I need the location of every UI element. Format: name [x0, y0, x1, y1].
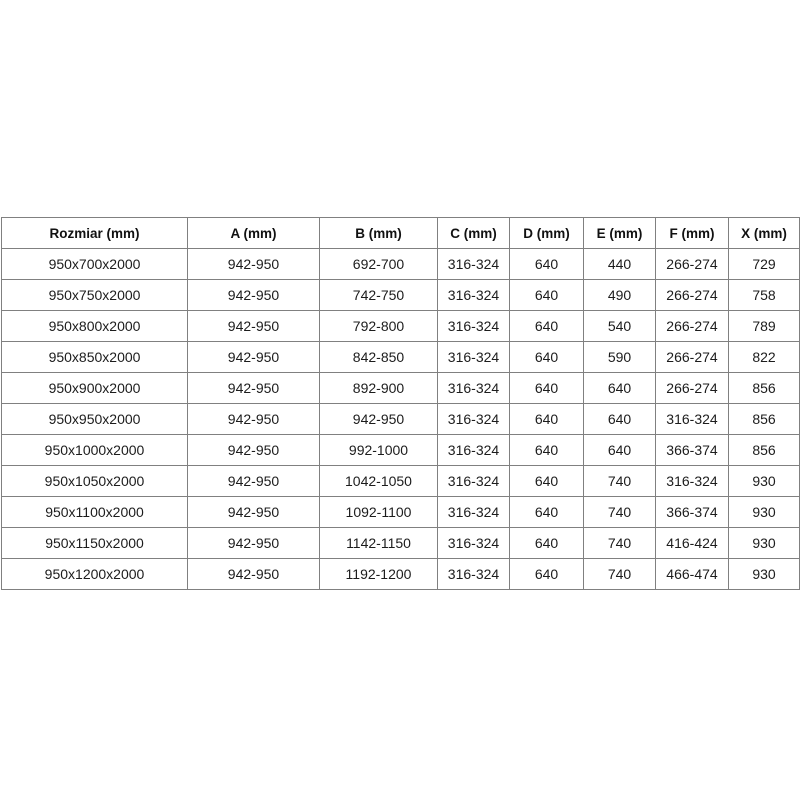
- table-cell: 942-950: [188, 342, 320, 373]
- table-row: [2, 466, 800, 497]
- table-cell: 640: [584, 404, 656, 435]
- table-header: [2, 218, 800, 249]
- table-cell: 640: [584, 435, 656, 466]
- table-cell: 316-324: [438, 559, 510, 590]
- table-row: [2, 497, 800, 528]
- table-cell: 316-324: [438, 497, 510, 528]
- table-cell: 640: [510, 466, 584, 497]
- table-cell: 942-950: [188, 249, 320, 280]
- table-cell: 892-900: [320, 373, 438, 404]
- table-cell: 640: [510, 435, 584, 466]
- table-cell: 266-274: [656, 280, 729, 311]
- table-cell: 316-324: [656, 404, 729, 435]
- table-cell: 942-950: [188, 373, 320, 404]
- table-cell: 316-324: [438, 373, 510, 404]
- table-cell: 950x1000x2000: [2, 435, 188, 466]
- table-cell: 942-950: [188, 404, 320, 435]
- table-cell: 930: [729, 528, 800, 559]
- table-row: [2, 311, 800, 342]
- table-cell: 950x1150x2000: [2, 528, 188, 559]
- table-cell: 316-324: [438, 280, 510, 311]
- table-cell: 640: [510, 311, 584, 342]
- table-cell: 316-324: [438, 435, 510, 466]
- table-body: [2, 249, 800, 590]
- table-cell: 930: [729, 497, 800, 528]
- table-cell: 1092-1100: [320, 497, 438, 528]
- table-cell: 316-324: [438, 404, 510, 435]
- table-cell: 942-950: [188, 497, 320, 528]
- table-cell: 316-324: [656, 466, 729, 497]
- table-cell: 729: [729, 249, 800, 280]
- column-header: D (mm): [510, 218, 584, 249]
- column-header: X (mm): [729, 218, 800, 249]
- table-cell: 266-274: [656, 249, 729, 280]
- table-cell: 692-700: [320, 249, 438, 280]
- table-cell: 856: [729, 435, 800, 466]
- table-cell: 930: [729, 559, 800, 590]
- table-cell: 950x900x2000: [2, 373, 188, 404]
- table-cell: 640: [584, 373, 656, 404]
- table-cell: 842-850: [320, 342, 438, 373]
- table-cell: 950x1200x2000: [2, 559, 188, 590]
- table-cell: 856: [729, 373, 800, 404]
- column-header: B (mm): [320, 218, 438, 249]
- table-cell: 640: [510, 249, 584, 280]
- table-cell: 1142-1150: [320, 528, 438, 559]
- table-row: [2, 559, 800, 590]
- table-cell: 950x850x2000: [2, 342, 188, 373]
- table-cell: 590: [584, 342, 656, 373]
- table-cell: 942-950: [188, 466, 320, 497]
- table-cell: 416-424: [656, 528, 729, 559]
- table-cell: 490: [584, 280, 656, 311]
- table-cell: 316-324: [438, 249, 510, 280]
- table-cell: 950x1050x2000: [2, 466, 188, 497]
- table-cell: 640: [510, 404, 584, 435]
- table-cell: 1042-1050: [320, 466, 438, 497]
- table-cell: 950x800x2000: [2, 311, 188, 342]
- table-cell: 640: [510, 280, 584, 311]
- table-cell: 316-324: [438, 342, 510, 373]
- table-cell: 942-950: [188, 528, 320, 559]
- header-row: [2, 218, 800, 249]
- column-header: E (mm): [584, 218, 656, 249]
- column-header: Rozmiar (mm): [2, 218, 188, 249]
- table-row: [2, 280, 800, 311]
- table-cell: 942-950: [188, 559, 320, 590]
- table-cell: 942-950: [320, 404, 438, 435]
- table-row: [2, 249, 800, 280]
- table-cell: 789: [729, 311, 800, 342]
- table-cell: 822: [729, 342, 800, 373]
- table-cell: 640: [510, 342, 584, 373]
- table-cell: 316-324: [438, 466, 510, 497]
- column-header: F (mm): [656, 218, 729, 249]
- table-cell: 540: [584, 311, 656, 342]
- table-cell: 640: [510, 373, 584, 404]
- table-cell: 950x750x2000: [2, 280, 188, 311]
- table-cell: 950x700x2000: [2, 249, 188, 280]
- table-cell: 366-374: [656, 435, 729, 466]
- table-cell: 640: [510, 559, 584, 590]
- table-cell: 740: [584, 466, 656, 497]
- table-cell: 856: [729, 404, 800, 435]
- table-cell: 316-324: [438, 311, 510, 342]
- table-cell: 1192-1200: [320, 559, 438, 590]
- table-cell: 942-950: [188, 311, 320, 342]
- table-cell: 640: [510, 497, 584, 528]
- table-cell: 992-1000: [320, 435, 438, 466]
- table-cell: 930: [729, 466, 800, 497]
- column-header: A (mm): [188, 218, 320, 249]
- table-cell: 758: [729, 280, 800, 311]
- table-row: [2, 373, 800, 404]
- table-cell: 942-950: [188, 280, 320, 311]
- table-cell: 440: [584, 249, 656, 280]
- table-cell: 942-950: [188, 435, 320, 466]
- column-header: C (mm): [438, 218, 510, 249]
- table-cell: 366-374: [656, 497, 729, 528]
- table-cell: 740: [584, 559, 656, 590]
- table-cell: 266-274: [656, 373, 729, 404]
- table-row: [2, 404, 800, 435]
- table-row: [2, 528, 800, 559]
- table-cell: 950x1100x2000: [2, 497, 188, 528]
- table-cell: 742-750: [320, 280, 438, 311]
- table-cell: 266-274: [656, 342, 729, 373]
- dimensions-table-container: [1, 217, 799, 590]
- table-row: [2, 342, 800, 373]
- table-cell: 792-800: [320, 311, 438, 342]
- dimensions-table: [1, 217, 800, 590]
- table-cell: 266-274: [656, 311, 729, 342]
- table-cell: 640: [510, 528, 584, 559]
- table-cell: 740: [584, 497, 656, 528]
- table-cell: 316-324: [438, 528, 510, 559]
- table-cell: 950x950x2000: [2, 404, 188, 435]
- table-cell: 740: [584, 528, 656, 559]
- table-cell: 466-474: [656, 559, 729, 590]
- table-row: [2, 435, 800, 466]
